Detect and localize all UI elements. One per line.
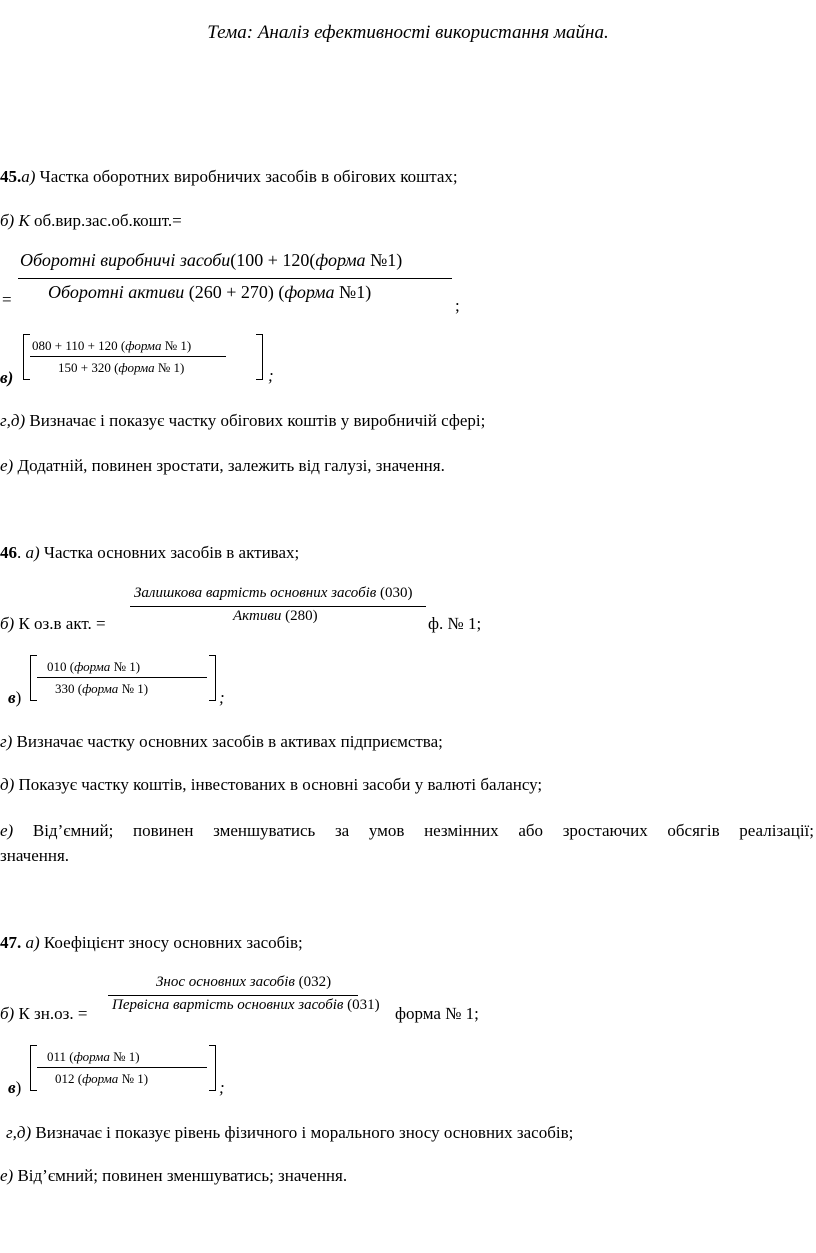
q47-v-semicolon: ; bbox=[219, 1078, 225, 1097]
q46-v-numerator bbox=[47, 659, 140, 675]
q45-v-num-tail: № 1) bbox=[161, 338, 192, 353]
q45-fraction-bar bbox=[18, 278, 452, 279]
q47-a-label: а) bbox=[21, 933, 40, 952]
q46-e-text: Від’ємний; повинен зменшуватись за умов незмінних або зростаючих обсягів реалізації; bbox=[13, 821, 814, 840]
q45-v-denominator bbox=[58, 360, 184, 376]
q47-v-numerator bbox=[47, 1049, 140, 1065]
q47-v-num-expr: 011 ( bbox=[47, 1049, 74, 1064]
q47-v-den-tail: № 1) bbox=[118, 1071, 149, 1086]
q45-v-bracket-right bbox=[256, 334, 263, 380]
q46-v-den-form: форма bbox=[82, 681, 119, 696]
q47-number: 47. bbox=[0, 933, 22, 952]
q46-fraction bbox=[130, 585, 430, 629]
q47-gd-line bbox=[6, 1123, 573, 1143]
q45-v-fraction-bar bbox=[30, 356, 226, 357]
q47-v-denominator bbox=[55, 1071, 148, 1087]
q45-e-line bbox=[0, 456, 445, 476]
q46-num-code: (030) bbox=[376, 585, 413, 601]
q46-g-text: Визначає частку основних засобів в активах підприємства; bbox=[12, 732, 443, 751]
q46-v-den-expr: 330 ( bbox=[55, 681, 83, 696]
q46-form: ф. № 1; bbox=[428, 614, 482, 633]
q46-v-num-tail: № 1) bbox=[110, 659, 141, 674]
q47-frac-numerator bbox=[156, 974, 331, 991]
q46-v-bracket-left bbox=[30, 655, 37, 701]
q45-num-expr: (100 + 120( bbox=[230, 250, 316, 270]
q45-a-line bbox=[0, 167, 458, 187]
q45-v-semicolon: ; bbox=[268, 366, 274, 385]
q47-e-label: е) bbox=[0, 1166, 14, 1185]
q47-v-bracket-left bbox=[30, 1045, 37, 1091]
q46-d-line bbox=[0, 775, 542, 795]
q47-den-label: Первісна вартість основних засобів bbox=[112, 997, 344, 1013]
q47-v-label: в bbox=[8, 1078, 16, 1097]
q45-v-label: в) bbox=[0, 368, 14, 387]
q46-g-line bbox=[0, 732, 443, 752]
q47-num-code: (032) bbox=[294, 974, 332, 990]
q46-a-line bbox=[0, 543, 299, 563]
q45-den-expr: (260 + 270) ( bbox=[184, 282, 285, 302]
q46-d-text: Показує частку коштів, інвестованих в основні засоби у валюті балансу; bbox=[14, 775, 543, 794]
q46-fraction-bar bbox=[130, 606, 426, 607]
q45-v-num-form: форма bbox=[125, 338, 162, 353]
q45-fraction bbox=[0, 250, 460, 310]
q46-v-num-form: форма bbox=[74, 659, 111, 674]
q47-v-num-form: форма bbox=[73, 1049, 110, 1064]
q45-den-form: форма bbox=[284, 282, 335, 302]
q45-gd-label: г,д) bbox=[0, 411, 26, 430]
q47-e-line bbox=[0, 1166, 347, 1186]
q46-b-line bbox=[0, 614, 106, 634]
q45-den-label: Оборотні активи bbox=[48, 282, 185, 302]
q45-frac-denominator bbox=[48, 282, 371, 303]
q47-num-label: Знос основних засобів bbox=[156, 974, 295, 990]
q46-den-label: Активи bbox=[233, 608, 282, 624]
q45-v-den-form: форма bbox=[118, 360, 155, 375]
q45-equals: = bbox=[2, 290, 12, 309]
q47-v-fraction-bar bbox=[37, 1067, 207, 1068]
q46-e-label: е) bbox=[0, 821, 14, 840]
q45-gd-line bbox=[0, 411, 485, 431]
q47-a-line bbox=[0, 933, 303, 953]
q45-v-bracket-left bbox=[23, 334, 30, 380]
q46-v-num-expr: 010 ( bbox=[47, 659, 75, 674]
q46-v-den-tail: № 1) bbox=[118, 681, 149, 696]
q46-v-paren: ) bbox=[15, 688, 22, 707]
q46-g-label: г) bbox=[0, 732, 13, 751]
q45-gd-text: Визначає і показує частку обігових коштів у виробничій сфері; bbox=[25, 411, 486, 430]
q45-a-label: а) bbox=[21, 167, 36, 186]
q47-v-fraction bbox=[37, 1049, 217, 1093]
q47-fraction-bar bbox=[108, 995, 358, 996]
q47-b-text: К зн.оз. = bbox=[14, 1004, 88, 1023]
q47-gd-text: Визначає і показує рівень фізичного і морального зносу основних засобів; bbox=[31, 1123, 574, 1142]
q47-v-den-form: форма bbox=[82, 1071, 119, 1086]
q46-d-label: д) bbox=[0, 775, 15, 794]
q45-v-den-expr: 150 + 320 ( bbox=[58, 360, 119, 375]
q46-v-fraction-bar bbox=[37, 677, 207, 678]
q45-v-numerator bbox=[32, 338, 191, 354]
q46-v-label: в bbox=[8, 688, 16, 707]
q45-e-label: е) bbox=[0, 456, 14, 475]
q46-e-line bbox=[0, 821, 814, 841]
q47-v-line bbox=[8, 1078, 21, 1098]
q46-v-fraction bbox=[37, 659, 217, 703]
q46-v-bracket-right bbox=[209, 655, 216, 701]
q47-fraction bbox=[108, 974, 388, 1018]
q47-gd-label: г,д) bbox=[6, 1123, 32, 1142]
q45-a-text: Частка оборотних виробничих засобів в обігових коштах; bbox=[35, 167, 458, 186]
q46-num-label: Залишкова вартість основних засобів bbox=[134, 585, 377, 601]
q47-a-text: Коефіцієнт зносу основних засобів; bbox=[39, 933, 303, 952]
q46-v-denominator bbox=[55, 681, 148, 697]
q45-v-num-expr: 080 + 110 + 120 ( bbox=[32, 338, 126, 353]
q46-b-text: К оз.в акт. = bbox=[14, 614, 106, 633]
q46-dot: . bbox=[17, 543, 22, 562]
q46-b-label: б) bbox=[0, 614, 15, 633]
q45-num-tail: №1) bbox=[365, 250, 403, 270]
q45-den-tail: №1) bbox=[334, 282, 372, 302]
q47-b-line bbox=[0, 1004, 87, 1024]
q46-frac-denominator bbox=[233, 608, 318, 625]
q46-frac-numerator bbox=[134, 585, 413, 602]
q45-frac-numerator bbox=[20, 250, 402, 271]
q45-num-form: форма bbox=[315, 250, 366, 270]
q46-e-line2: значення. bbox=[0, 846, 70, 865]
q45-b-text: об.вир.зас.об.кошт.= bbox=[29, 211, 182, 230]
q45-num-label: Оборотні виробничі засоби bbox=[20, 250, 231, 270]
q46-den-code: (280) bbox=[281, 608, 318, 624]
q46-number: 46 bbox=[0, 543, 17, 562]
page-title: Тема: Аналіз ефективності використання майна. bbox=[207, 22, 609, 43]
q47-v-num-tail: № 1) bbox=[109, 1049, 140, 1064]
q47-den-code: (031) bbox=[343, 997, 380, 1013]
q45-b-line bbox=[0, 211, 182, 231]
q45-e-text: Додатній, повинен зростати, залежить від галузі, значення. bbox=[13, 456, 445, 475]
q46-a-text: Частка основних засобів в активах; bbox=[39, 543, 300, 562]
q47-v-paren: ) bbox=[15, 1078, 22, 1097]
q47-frac-denominator bbox=[112, 997, 380, 1014]
q47-v-den-expr: 012 ( bbox=[55, 1071, 83, 1086]
q46-v-semicolon: ; bbox=[219, 688, 225, 707]
q45-b-label: б) К bbox=[0, 211, 30, 230]
q47-b-label: б) bbox=[0, 1004, 15, 1023]
q47-v-bracket-right bbox=[209, 1045, 216, 1091]
q45-semicolon: ; bbox=[455, 296, 460, 315]
q46-v-line bbox=[8, 688, 21, 708]
q45-v-fraction bbox=[30, 338, 260, 382]
q45-v-den-tail: № 1) bbox=[154, 360, 185, 375]
q45-number: 45. bbox=[0, 167, 22, 186]
q46-a-label: а) bbox=[21, 543, 40, 562]
q47-form: форма № 1; bbox=[395, 1004, 479, 1023]
q47-e-text: Від’ємний; повинен зменшуватись; значення. bbox=[13, 1166, 348, 1185]
